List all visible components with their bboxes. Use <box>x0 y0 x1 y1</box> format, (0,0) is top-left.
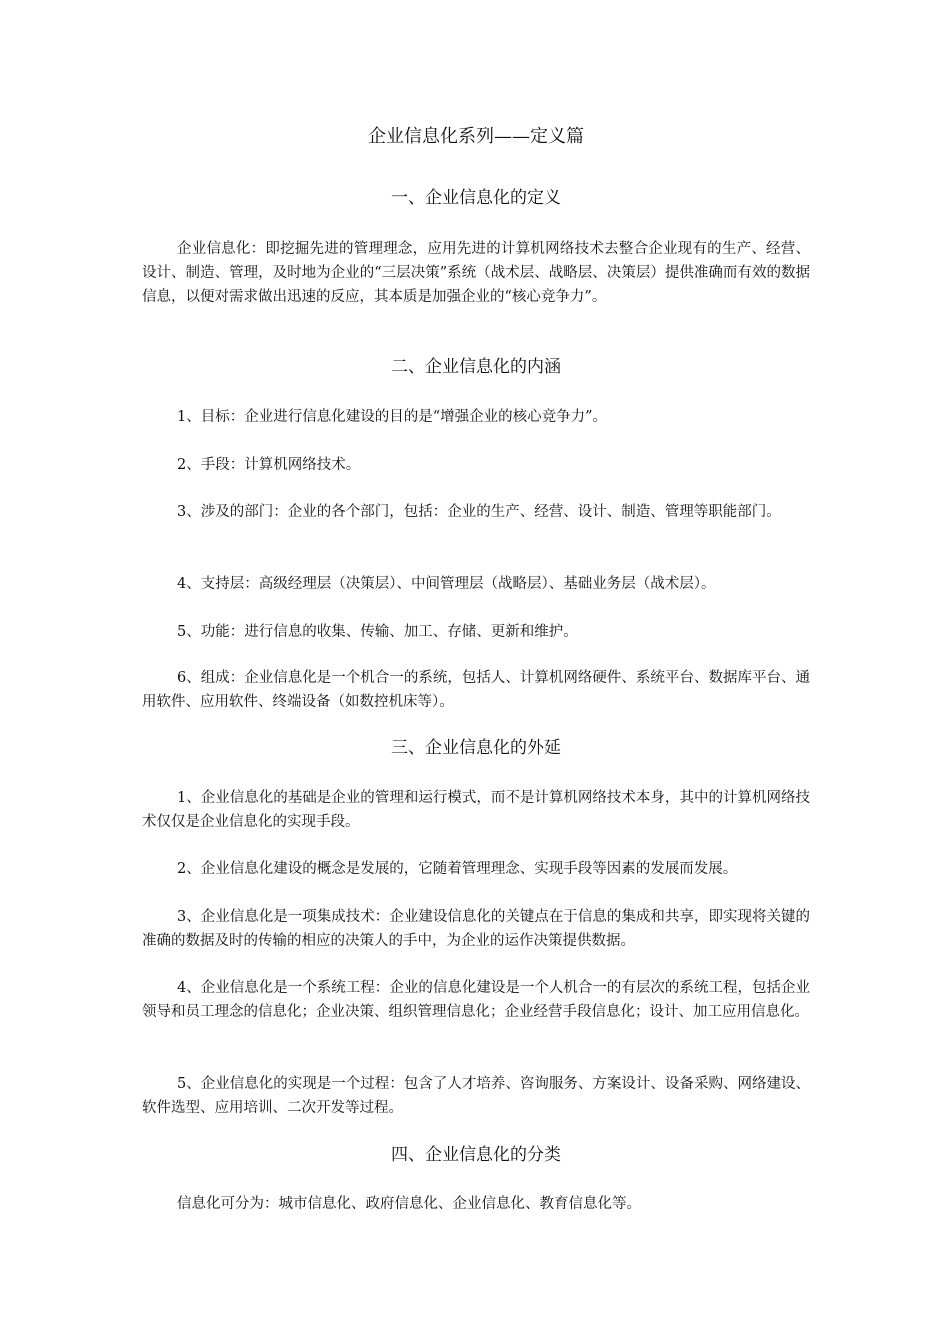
paragraph-connotation-support-layer: 4、支持层：高级经理层（决策层）、中间管理层（战略层）、基础业务层（战术层）。 <box>177 576 716 592</box>
section-heading-extension: 三、企业信息化的外延 <box>391 738 561 758</box>
paragraph-extension-process: 5、企业信息化的实现是一个过程：包含了人才培养、咨询服务、方案设计、设备采购、网络建设、软件选型、应用培训、二次开发等过程。 <box>142 1076 810 1116</box>
paragraph-connotation-departments: 3、涉及的部门：企业的各个部门，包括：企业的生产、经营、设计、制造、管理等职能部门。 <box>177 504 781 520</box>
paragraph-extension-integration: 3、企业信息化是一项集成技术：企业建设信息化的关键点在于信息的集成和共享，即实现将关键的准确的数据及时的传输的相应的决策人的手中，为企业的运作决策提供数据。 <box>142 909 810 949</box>
section-heading-classification: 四、企业信息化的分类 <box>391 1145 561 1165</box>
paragraph-extension-system-engineering: 4、企业信息化是一个系统工程：企业的信息化建设是一个人机合一的有层次的系统工程，包括企业领导和员工理念的信息化；企业决策、组织管理信息化；企业经营手段信息化；设计、加工应用信息化。 <box>142 980 810 1020</box>
paragraph-extension-evolving: 2、企业信息化建设的概念是发展的，它随着管理理念、实现手段等因素的发展而发展。 <box>177 861 738 877</box>
section-heading-definition: 一、企业信息化的定义 <box>391 188 561 208</box>
paragraph-connotation-function: 5、功能：进行信息的收集、传输、加工、存储、更新和维护。 <box>177 624 578 640</box>
paragraph-classification: 信息化可分为：城市信息化、政府信息化、企业信息化、教育信息化等。 <box>177 1196 641 1212</box>
paragraph-connotation-goal: 1、目标：企业进行信息化建设的目的是“增强企业的核心竞争力”。 <box>177 409 608 425</box>
paragraph-connotation-means: 2、手段：计算机网络技术。 <box>177 457 361 473</box>
paragraph-definition: 企业信息化：即挖掘先进的管理理念，应用先进的计算机网络技术去整合企业现有的生产、经营、设计、制造、管理，及时地为企业的“三层决策”系统（战术层、战略层、决策层）提供准确而有效的数据信息，以便对需求做出迅速的反应，其本质是加强企业的“核心竞争力”。 <box>142 241 810 305</box>
section-heading-connotation: 二、企业信息化的内涵 <box>391 357 561 377</box>
paragraph-extension-foundation: 1、企业信息化的基础是企业的管理和运行模式，而不是计算机网络技术本身，其中的计算机网络技术仅仅是企业信息化的实现手段。 <box>142 790 810 830</box>
page-title: 企业信息化系列——定义篇 <box>368 126 584 147</box>
paragraph-connotation-composition: 6、组成：企业信息化是一个机合一的系统，包括人、计算机网络硬件、系统平台、数据库平台、通用软件、应用软件、终端设备（如数控机床等）。 <box>142 670 810 710</box>
